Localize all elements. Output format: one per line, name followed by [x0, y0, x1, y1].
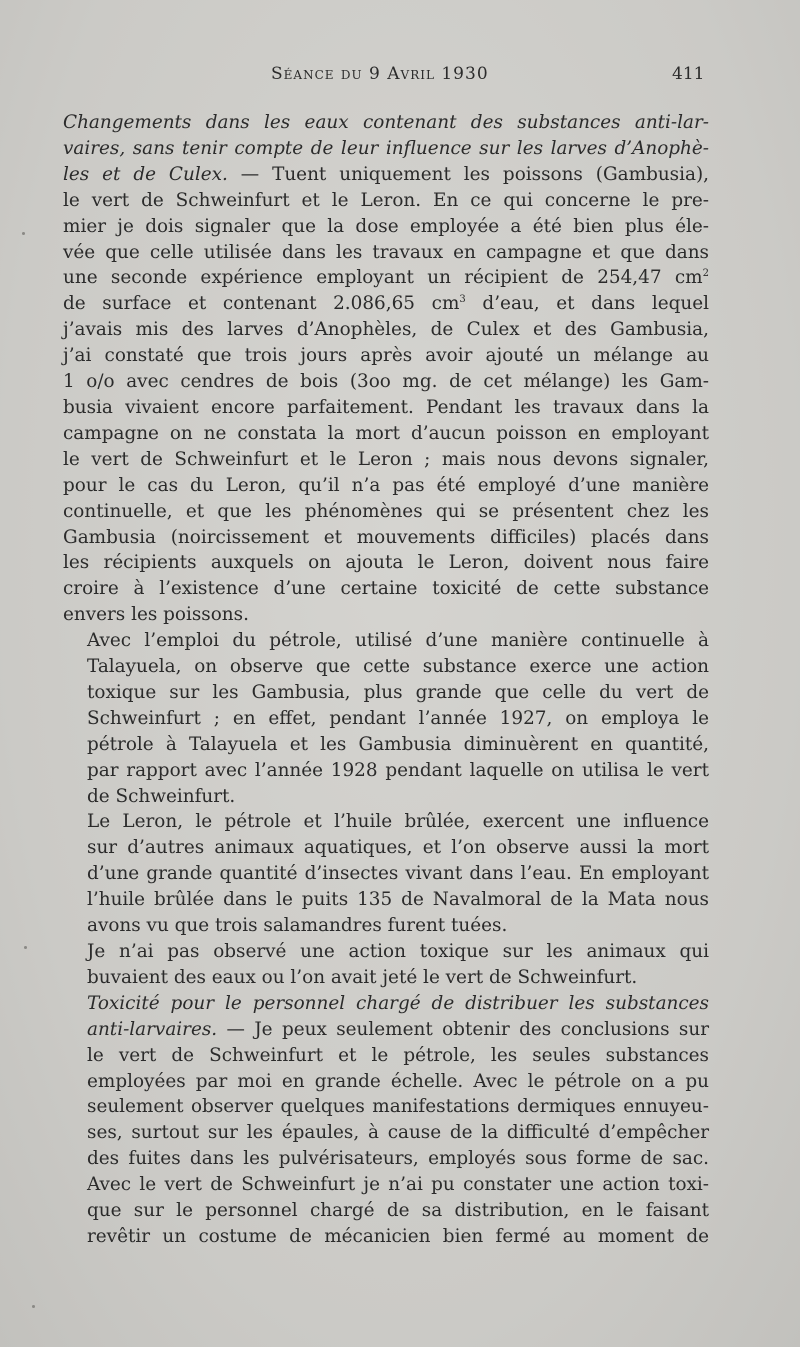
paragraph: [63, 628, 709, 809]
paper-speck: [32, 1305, 35, 1308]
text-line: pour le cas du Leron, qu’il n’a pas été employé d’une manière: [63, 474, 709, 496]
body-text: [63, 110, 709, 1250]
text-line: j’ai constaté que trois jours après avoir ajouté un mélange au: [63, 345, 709, 367]
paragraph: [63, 939, 709, 991]
text-line: anti-larvaires. — Je peux seulement obtenir des conclusions sur: [87, 1018, 709, 1040]
text-line: vaires, sans tenir compte de leur influence sur les larves d’Anophè-: [63, 137, 709, 159]
text-line: employées par moi en grande échelle. Avec le pétrole on a pu: [87, 1070, 709, 1092]
text-line: buvaient des eaux ou l’on avait jeté le vert de Schweinfurt.: [87, 966, 638, 988]
text-line: croire à l’existence d’une certaine toxicité de cette substance: [63, 578, 709, 600]
paper-speck: [24, 946, 27, 949]
text-line: mier je dois signaler que la dose employée a été bien plus éle-: [63, 215, 709, 237]
text-line: l’huile brûlée dans le puits 135 de Navalmoral de la Mata nous: [87, 889, 709, 911]
text-line: le vert de Schweinfurt et le pétrole, les seules substances: [87, 1044, 709, 1066]
text-line: le vert de Schweinfurt et le Leron. En ce qui concerne le pre-: [63, 189, 709, 211]
text-line: de surface et contenant 2.086,65 $cm^3$ d’eau, et dans lequel: [63, 293, 709, 315]
text-line: des fuites dans les pulvérisateurs, employés sous forme de sac.: [87, 1148, 709, 1170]
text-line: toxique sur les Gambusia, plus grande que celle du vert de: [87, 681, 709, 703]
text-line: Gambusia (noircissement et mouvements difficiles) placés dans: [63, 526, 709, 548]
paragraph: [63, 110, 709, 628]
text-line: de Schweinfurt.: [87, 785, 236, 807]
text-line: Schweinfurt ; en effet, pendant l’année 1927, on employa le: [87, 707, 709, 729]
text-line: Avec le vert de Schweinfurt je n’ai pu constater une action toxi-: [87, 1174, 709, 1196]
text-line: envers les poissons.: [63, 604, 249, 626]
text-line: seulement observer quelques manifestations dermiques ennuyeu-: [87, 1096, 709, 1118]
page-header: [0, 64, 800, 94]
text-line: Le Leron, le pétrole et l’huile brûlée, exercent une influence: [87, 811, 709, 833]
text-line: d’une grande quantité d’insectes vivant dans l’eau. En employant: [87, 863, 709, 885]
text-line: par rapport avec l’année 1928 pendant laquelle on utilisa le vert: [87, 759, 709, 781]
text-line: que sur le personnel chargé de sa distribution, en le faisant: [87, 1200, 709, 1222]
text-line: Toxicité pour le personnel chargé de distribuer les substances: [87, 992, 709, 1014]
text-line: Je n’ai pas observé une action toxique sur les animaux qui: [87, 941, 709, 962]
text-line: pétrole à Talayuela et les Gambusia diminuèrent en quantité,: [87, 733, 709, 755]
running-head: Séance du 9 Avril 1930: [271, 64, 489, 84]
text-line: une seconde expérience employant un récipient de 254,47 $cm^2$: [63, 267, 709, 289]
text-line: Avec l’emploi du pétrole, utilisé d’une manière continuelle à: [87, 630, 709, 652]
text-line: ses, surtout sur les épaules, à cause de la difficulté d’empêcher: [87, 1122, 709, 1144]
paragraph: [63, 991, 709, 1250]
text-line: avons vu que trois salamandres furent tuées.: [87, 915, 508, 937]
text-line: le vert de Schweinfurt et le Leron ; mais nous devons signaler,: [63, 448, 709, 470]
text-line: Changements dans les eaux contenant des substances anti-lar-: [63, 112, 709, 133]
text-line: les et de Culex. — Tuent uniquement les poissons (Gambusia),: [63, 163, 709, 185]
text-line: continuelle, et que les phénomènes qui se présentent chez les: [63, 500, 709, 522]
text-line: revêtir un costume de mécanicien bien fermé au moment de: [87, 1225, 709, 1247]
text-line: les récipients auxquels on ajouta le Leron, doivent nous faire: [63, 552, 709, 574]
text-line: Talayuela, on observe que cette substance exerce une action: [87, 656, 709, 678]
text-line: sur d’autres animaux aquatiques, et l’on observe aussi la mort: [87, 837, 709, 859]
paragraph: [63, 809, 709, 939]
text-line: 1 o/o avec cendres de bois (3oo mg. de cet mélange) les Gam-: [63, 371, 709, 393]
text-line: busia vivaient encore parfaitement. Pendant les travaux dans la: [63, 396, 709, 418]
text-line: vée que celle utilisée dans les travaux en campagne et que dans: [63, 241, 709, 263]
page-number: 411: [672, 64, 705, 84]
text-line: campagne on ne constata la mort d’aucun poisson en employant: [63, 422, 709, 444]
paper-speck: [22, 232, 25, 235]
text-line: j’avais mis des larves d’Anophèles, de Culex et des Gambusia,: [63, 319, 709, 341]
